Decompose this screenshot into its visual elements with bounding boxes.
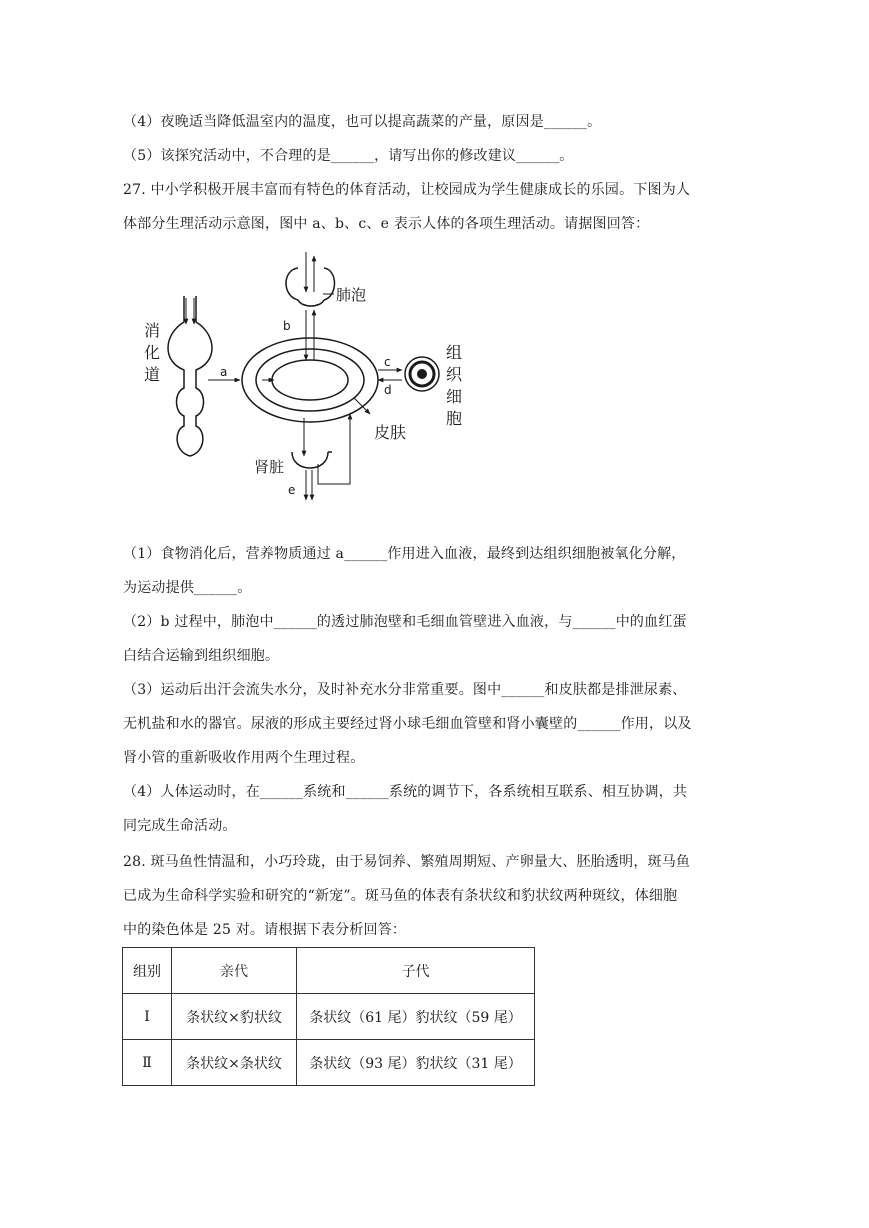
process-d-label: d <box>384 383 392 397</box>
table-row <box>123 1040 535 1086</box>
cell-group: Ⅱ <box>123 1040 172 1086</box>
question-27-2-line-1: （2）b 过程中，肺泡中______的透过肺泡壁和毛细血管壁进入血液，与______中的血红蛋 <box>123 614 687 630</box>
question-26-4: （4）夜晚适当降低温室内的温度，也可以提高蔬菜的产量，原因是______。 <box>123 114 602 130</box>
question-27-stem-line-1: 27. 中小学积极开展丰富而有特色的体育活动，让校园成为学生健康成长的乐园。下图为人 <box>123 182 691 198</box>
question-27-3-line-3: 肾小管的重新吸收作用两个生理过程。 <box>123 750 365 766</box>
question-27-4-line-1: （4）人体运动时，在______系统和______系统的调节下，各系统相互联系、相互协调，共 <box>123 784 688 800</box>
digestive-tract-label-3: 道 <box>144 365 161 384</box>
question-27-2-line-2: 白结合运输到组织细胞。 <box>123 648 280 664</box>
table-row <box>123 994 535 1040</box>
inner-vessel-loop <box>272 360 348 400</box>
kidney-label: 肾脏 <box>254 458 285 476</box>
digestive-tract-shape <box>168 296 212 456</box>
zebrafish-cross-table <box>122 947 535 1086</box>
cell-parents: 条状纹×豹状纹 <box>172 994 297 1040</box>
cell-offspring: 条状纹（61 尾）豹状纹（59 尾） <box>297 994 535 1040</box>
digestive-tract-label-2: 化 <box>144 343 161 362</box>
question-27-3-line-1: （3）运动后出汗会流失水分，及时补充水分非常重要。图中______和皮肤都是排泄尿素、 <box>123 682 687 698</box>
table-header-row <box>123 948 535 994</box>
question-28-stem-line-2: 已成为生命科学实验和研究的“新宠”。斑马鱼的体表有条状纹和豹状纹两种斑纹，体细胞 <box>123 888 678 904</box>
tissue-cell-label-4: 胞 <box>446 409 463 428</box>
process-c-label: c <box>384 355 391 369</box>
digestive-tract-label-1: 消 <box>144 321 161 340</box>
cell-group: Ⅰ <box>123 994 172 1040</box>
question-26-5: （5）该探究活动中，不合理的是______，请写出你的修改建议______。 <box>123 148 574 164</box>
question-27-3-line-2: 无机盐和水的器官。尿液的形成主要经过肾小球毛细血管壁和肾小囊壁的______作用，以及 <box>123 716 692 732</box>
kidney-shape <box>292 452 328 468</box>
process-b-label: b <box>283 319 291 333</box>
skin-label: 皮肤 <box>374 423 407 442</box>
question-27-4-line-2: 同完成生命活动。 <box>123 818 237 834</box>
alveolus-shape <box>286 268 335 300</box>
alveolus-label: 肺泡 <box>336 286 367 304</box>
cell-offspring: 条状纹（93 尾）豹状纹（31 尾） <box>297 1040 535 1086</box>
tissue-cell-label-3: 细 <box>446 387 463 406</box>
header-parents: 亲代 <box>172 948 297 994</box>
question-27-stem-line-2: 体部分生理活动示意图，图中 a、b、c、e 表示人体的各项生理活动。请据图回答： <box>123 216 650 232</box>
physiology-diagram <box>130 248 490 510</box>
cell-parents: 条状纹×条状纹 <box>172 1040 297 1086</box>
process-e-label: e <box>288 483 296 497</box>
question-27-1-line-2: 为运动提供______。 <box>123 580 252 596</box>
header-group: 组别 <box>123 948 172 994</box>
question-28-stem-line-3: 中的染色体是 25 对。请根据下表分析回答： <box>123 922 407 938</box>
tissue-cell-label-1: 组 <box>446 343 463 362</box>
question-27-1-line-1: （1）食物消化后，营养物质通过 a______作用进入血液，最终到达组织细胞被氧化分解， <box>123 546 686 562</box>
process-a-label: a <box>220 365 228 379</box>
header-offspring: 子代 <box>297 948 535 994</box>
question-28-stem-line-1: 28. 斑马鱼性情温和，小巧玲珑，由于易饲养、繁殖周期短、产卵量大、胚胎透明，斑马鱼 <box>123 854 691 870</box>
tissue-cell-label-2: 织 <box>446 365 463 384</box>
